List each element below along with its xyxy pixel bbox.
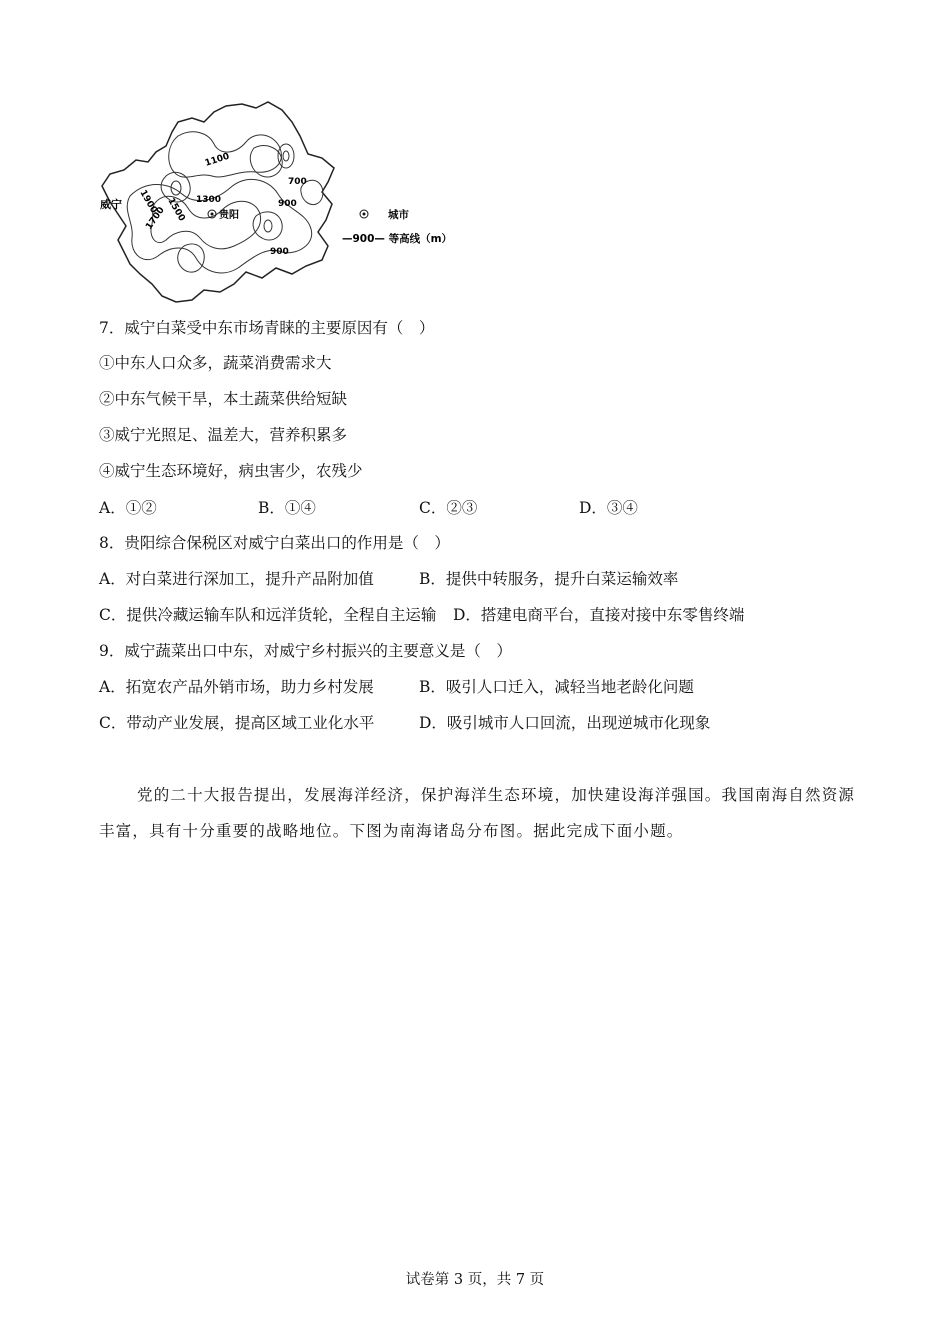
question-7-statement-4: ④威宁生态环境好，病虫害少，农残少 [99,462,363,480]
place-label-weining: 威宁 [100,198,122,211]
city-label-guiyang: 贵阳 [219,210,239,221]
question-7-statement-3: ③威宁光照足、温差大，营养积累多 [99,426,348,444]
question-7-option-d[interactable]: D．③④ [579,499,638,517]
contour-line [264,220,272,232]
contour-line [283,151,289,161]
city-symbol-icon [211,213,214,216]
question-8-option-d[interactable]: D．搭建电商平台，直接对接中东零售终端 [453,606,745,624]
question-9-option-b[interactable]: B．吸引人口迁入，减轻当地老龄化问题 [419,678,694,696]
contour-value-label: 1300 [196,195,222,205]
contour-map [96,96,486,306]
question-7-statement-2: ②中东气候干旱，本土蔬菜供给短缺 [99,390,348,408]
legend-contour-label: —900— 等高线（m） [342,233,453,245]
contour-line [178,244,205,272]
passage-paragraph [99,777,859,849]
contour-map-figure [96,96,486,306]
passage-text: 党的二十大报告提出，发展海洋经济，保护海洋生态环境，加快建设海洋强国。我国南海自然资源丰富，具有十分重要的战略地位。下图为南海诸岛分布图。据此完成下面小题。 [99,786,856,840]
contour-value-label: 1900 [137,188,159,216]
question-7-statement-1: ①中东人口众多，蔬菜消费需求大 [99,354,332,372]
question-9-option-c[interactable]: C．带动产业发展，提高区域工业化水平 [99,714,375,732]
legend-city-icon [363,213,366,216]
contour-value-label: 1500 [165,196,187,224]
question-9-option-a[interactable]: A．拓宽农产品外销市场，助力乡村发展 [99,678,374,696]
contour-value-label: 1700 [144,205,167,232]
question-8-stem: 8．贵阳综合保税区对威宁白菜出口的作用是（ ） [99,534,450,552]
contour-value-label: 900 [278,199,297,209]
question-7-option-b[interactable]: B．①④ [258,499,316,517]
contour-line [253,212,282,240]
question-8-option-b[interactable]: B．提供中转服务，提升白菜运输效率 [419,570,679,588]
question-8-option-a[interactable]: A．对白菜进行深加工，提升产品附加值 [99,570,374,588]
contour-value-label: 900 [270,247,289,257]
page-footer: 试卷第 3 页，共 7 页 [405,1272,545,1288]
contour-value-label: 1100 [203,151,231,169]
question-9-stem: 9．威宁蔬菜出口中东，对威宁乡村振兴的主要意义是（ ） [99,642,512,660]
question-8-option-c[interactable]: C．提供冷藏运输车队和远洋货轮，全程自主运输 [99,606,437,624]
question-7-option-a[interactable]: A．①② [99,499,157,517]
question-7-option-c[interactable]: C．②③ [419,499,478,517]
contour-value-label: 700 [288,177,307,187]
question-9-option-d[interactable]: D．吸引城市人口回流，出现逆城市化现象 [419,714,711,732]
legend-city-label: 城市 [388,209,409,221]
question-7-stem: 7．威宁白菜受中东市场青睐的主要原因有（ ） [99,319,435,337]
